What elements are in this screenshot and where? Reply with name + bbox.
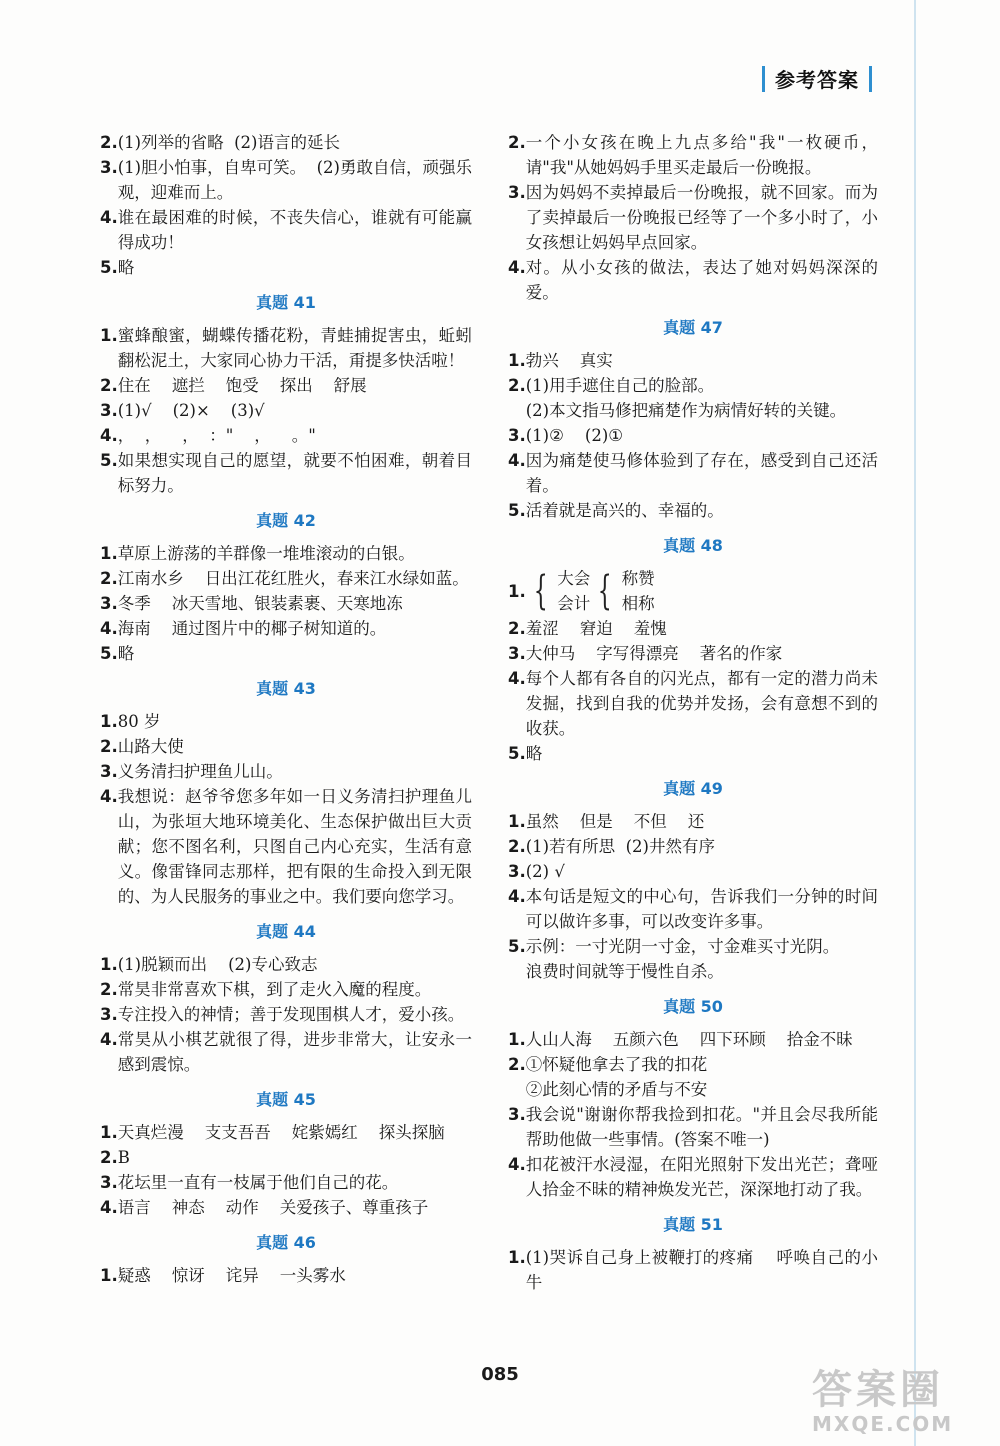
answer-item [100, 1120, 472, 1145]
page-number: 085 [481, 1364, 519, 1385]
header-title: 参考答案 [775, 68, 859, 92]
answer-item [100, 130, 472, 155]
brace-answer [508, 566, 878, 616]
section-title-47: 真题 47 [663, 318, 723, 337]
answer-item [508, 884, 878, 934]
section-47 [508, 348, 878, 523]
item-number: 3. [508, 1105, 526, 1124]
page-header [762, 64, 872, 93]
item-number: 2. [508, 837, 526, 856]
item-number: 4. [100, 1030, 118, 1049]
item-text: 羞涩 窘迫 羞愧 [525, 619, 667, 638]
right-column [508, 130, 878, 1295]
item-text: 大仲马 字写得漂亮 著名的作家 [525, 644, 783, 663]
brace-right-top: 称赞 [621, 569, 655, 588]
item-number: 1. [508, 351, 526, 370]
item-number: 2. [100, 569, 118, 588]
item-number: 5. [100, 258, 118, 277]
item-number: 2. [100, 737, 118, 756]
answer-item [100, 323, 472, 373]
left-column [100, 130, 472, 1288]
item-number: 1. [100, 1123, 118, 1142]
item-text: B [117, 1148, 130, 1167]
item-number: 3. [508, 644, 526, 663]
section-45 [100, 1120, 472, 1220]
section-42 [100, 541, 472, 666]
item-text: (1)胆小怕事，自卑可笑。 (2)勇敢自信，顽强乐观，迎难而上。 [117, 158, 472, 202]
item-number: 3. [100, 158, 118, 177]
answer-item [100, 448, 472, 498]
answer-item [508, 666, 878, 741]
answer-item [100, 591, 472, 616]
item-number: 5. [100, 644, 118, 663]
item-number: 4. [508, 451, 526, 470]
brace-left-bottom: 会计 [557, 594, 591, 613]
item-text: 扣花被汗水浸湿，在阳光照射下发出光芒；聋哑人拾金不昧的精神焕发光芒，深深地打动了我。 [525, 1155, 878, 1199]
item-text: ， ， ， ：" ， 。" [117, 426, 316, 445]
section-46 [100, 1263, 472, 1288]
answer-item [100, 205, 472, 255]
item-number: 3. [508, 862, 526, 881]
item-text: 海南 通过图片中的椰子树知道的。 [117, 619, 387, 638]
watermark-logo [812, 1368, 982, 1438]
item-text: 略 [117, 258, 135, 277]
item-number: 4. [100, 208, 118, 227]
section-title-49: 真题 49 [663, 779, 723, 798]
item-text: (2) √ [525, 862, 565, 881]
answer-item [508, 255, 878, 305]
page-edge-line [914, 0, 916, 1446]
answer-item [100, 641, 472, 666]
section-title-42: 真题 42 [256, 511, 316, 530]
item-number: 4. [100, 787, 118, 806]
answer-item [508, 741, 878, 766]
item-text: 常昊非常喜欢下棋，到了走火入魔的程度。 [117, 980, 432, 999]
item-text: (1)② (2)① [525, 426, 624, 445]
item-number: 1. [508, 1030, 526, 1049]
item-number: 5. [508, 501, 526, 520]
brace-left-words [557, 566, 590, 616]
item-number: 2. [508, 619, 526, 638]
answer-item [100, 784, 472, 909]
answer-item [508, 934, 878, 984]
section-51 [508, 1245, 878, 1295]
item-number: 1. [100, 955, 118, 974]
item-text: (1)脱颖而出 (2)专心致志 [117, 955, 318, 974]
item-number: 3. [100, 401, 118, 420]
item-text: 每个人都有各自的闪光点，都有一定的潜力尚未发掘，找到自我的优势并发扬，会有意想不到的收获。 [525, 669, 878, 738]
header-bar-left [762, 66, 765, 92]
item-text: 疑惑 惊讶 诧异 一头雾水 [117, 1266, 346, 1285]
item-number: 1. [508, 581, 526, 601]
item-text: 示例：一寸光阴一寸金，寸金难买寸光阴。 浪费时间就等于慢性自杀。 [525, 937, 840, 981]
answer-item [508, 859, 878, 884]
item-number: 4. [100, 426, 118, 445]
answer-item [508, 180, 878, 255]
answer-item [508, 616, 878, 641]
section-title-43: 真题 43 [256, 679, 316, 698]
item-number: 5. [508, 744, 526, 763]
item-text: 略 [525, 744, 543, 763]
answer-item [508, 1052, 878, 1102]
item-number: 4. [100, 619, 118, 638]
item-text: 因为痛楚使马修体验到了存在，感受到自己还活着。 [525, 451, 878, 495]
watermark-text: 答案圈 [812, 1367, 944, 1413]
section-41 [100, 323, 472, 498]
item-number: 1. [508, 812, 526, 831]
answer-item [508, 809, 878, 834]
answer-item [100, 566, 472, 591]
watermark-url: MXQE.COM [812, 1412, 954, 1436]
answer-item [100, 1027, 472, 1077]
item-number: 4. [100, 1198, 118, 1217]
answer-item [100, 1170, 472, 1195]
item-text: 对。从小女孩的做法，表达了她对妈妈深深的爱。 [525, 258, 878, 302]
item-number: 2. [508, 376, 526, 395]
item-text: 因为妈妈不卖掉最后一份晚报，就不回家。而为了卖掉最后一份晚报已经等了一个多小时了，小女孩想让妈妈早点回家。 [525, 183, 878, 252]
item-text: 人山人海 五颜六色 四下环顾 拾金不昧 [525, 1030, 853, 1049]
answer-item [100, 155, 472, 205]
item-text: 勃兴 真实 [525, 351, 613, 370]
brace-left-top: 大会 [557, 569, 591, 588]
item-number: 3. [100, 594, 118, 613]
section-50 [508, 1027, 878, 1202]
item-number: 4. [508, 669, 526, 688]
item-text: 江南水乡 日出江花红胜火，春来江水绿如蓝。 [117, 569, 469, 588]
left-top-group [100, 130, 472, 280]
item-number: 3. [508, 426, 526, 445]
item-number: 2. [100, 980, 118, 999]
answer-item [508, 1102, 878, 1152]
answer-item [100, 709, 472, 734]
item-text: 活着就是高兴的、幸福的。 [525, 501, 724, 520]
item-text: 80 岁 [117, 712, 161, 731]
answer-item [100, 977, 472, 1002]
section-title-44: 真题 44 [256, 922, 316, 941]
item-number: 4. [508, 887, 526, 906]
item-text: 我想说：赵爷爷您多年如一日义务清扫护理鱼儿山，为张垣大地环境美化、生态保护做出巨大贡献；您不图名利，只图自己内心充实，生活有意义。像雷锋同志那样，把有限的生命投入到无限的、为人民服务的事业之中。我们要向您学习。 [117, 787, 472, 906]
answer-item [100, 423, 472, 448]
item-number: 1. [100, 326, 118, 345]
item-number: 4. [508, 1155, 526, 1174]
item-text: (1)√ (2)× (3)√ [117, 401, 265, 420]
item-number: 2. [100, 376, 118, 395]
section-title-46: 真题 46 [256, 1233, 316, 1252]
item-text: 虽然 但是 不但 还 [525, 812, 705, 831]
answer-item [100, 541, 472, 566]
answer-item [508, 641, 878, 666]
item-text: (1)若有所思 (2)井然有序 [525, 837, 715, 856]
item-number: 3. [508, 183, 526, 202]
answer-item [508, 423, 878, 448]
item-number: 3. [100, 762, 118, 781]
item-number: 1. [100, 712, 118, 731]
item-number: 3. [100, 1173, 118, 1192]
item-text: 本句话是短文的中心句，告诉我们一分钟的时间可以做许多事，可以改变许多事。 [525, 887, 878, 931]
section-title-51: 真题 51 [663, 1215, 723, 1234]
section-49 [508, 809, 878, 984]
section-title-45: 真题 45 [256, 1090, 316, 1109]
section-title-50: 真题 50 [663, 997, 723, 1016]
item-text: 花坛里一直有一枝属于他们自己的花。 [117, 1173, 399, 1192]
answer-item [508, 834, 878, 859]
section-title-41: 真题 41 [256, 293, 316, 312]
answer-item [508, 1245, 878, 1295]
item-text: (1)哭诉自己身上被鞭打的疼痛 呼唤自己的小牛 [525, 1248, 878, 1292]
brace-right-words [622, 566, 655, 616]
brace-right-bottom: 相称 [621, 594, 655, 613]
answer-item [508, 1152, 878, 1202]
item-text: 如果想实现自己的愿望，就要不怕困难，朝着目标努力。 [117, 451, 472, 495]
item-number: 4. [508, 258, 526, 277]
item-number: 2. [508, 1055, 526, 1074]
answer-item [508, 130, 878, 180]
item-text: 一个小女孩在晚上九点多给"我"一枚硬币，请"我"从她妈妈手里买走最后一份晚报。 [525, 133, 878, 177]
answer-item [508, 373, 878, 423]
item-text: 专注投入的神情；善于发现围棋人才，爱小孩。 [117, 1005, 465, 1024]
item-number: 1. [100, 544, 118, 563]
brace-icon: { [597, 568, 612, 614]
item-text: 义务清扫护理鱼儿山。 [117, 762, 283, 781]
item-text: 我会说"谢谢你帮我捡到扣花。"并且会尽我所能帮助他做一些事情。(答案不唯一) [525, 1105, 878, 1149]
item-text: (1)用手遮住自己的脸部。 (2)本文指马修把痛楚作为病情好转的关键。 [525, 376, 847, 420]
answer-item [100, 373, 472, 398]
item-text: 山路大使 [117, 737, 184, 756]
item-text: ①怀疑他拿去了我的扣花 ②此刻心情的矛盾与不安 [525, 1055, 708, 1099]
brace-icon: { [533, 568, 548, 614]
item-text: (1)列举的省略 (2)语言的延长 [117, 133, 340, 152]
item-text: 冬季 冰天雪地、银装素裹、天寒地冻 [117, 594, 403, 613]
answer-item [508, 498, 878, 523]
answer-item [100, 1263, 472, 1288]
header-bar-right [869, 66, 872, 92]
answer-item [100, 759, 472, 784]
answer-item [100, 1145, 472, 1170]
item-number: 5. [508, 937, 526, 956]
answer-item [100, 616, 472, 641]
item-text: 天真烂漫 支支吾吾 姹紫嫣红 探头探脑 [117, 1123, 445, 1142]
answer-item [100, 398, 472, 423]
answer-item [508, 1027, 878, 1052]
section-48 [508, 616, 878, 766]
answer-item [508, 448, 878, 498]
answer-item [100, 1195, 472, 1220]
right-top-group [508, 130, 878, 305]
item-number: 1. [508, 1248, 526, 1267]
answer-item [100, 255, 472, 280]
item-text: 蜜蜂酿蜜，蝴蝶传播花粉，青蛙捕捉害虫，蚯蚓翻松泥土，大家同心协力干活，甭提多快活啦！ [117, 326, 472, 370]
answer-item [100, 1002, 472, 1027]
answer-item [100, 734, 472, 759]
item-text: 草原上游荡的羊群像一堆堆滚动的白银。 [117, 544, 415, 563]
item-number: 2. [508, 133, 526, 152]
answer-item [508, 348, 878, 373]
item-number: 2. [100, 1148, 118, 1167]
item-number: 5. [100, 451, 118, 470]
item-text: 住在 遮拦 饱受 探出 舒展 [117, 376, 367, 395]
item-text: 谁在最困难的时候，不丧失信心，谁就有可能赢得成功！ [117, 208, 472, 252]
item-number: 3. [100, 1005, 118, 1024]
answer-item [100, 952, 472, 977]
section-title-48: 真题 48 [663, 536, 723, 555]
item-text: 略 [117, 644, 135, 663]
item-number: 2. [100, 133, 118, 152]
item-text: 语言 神态 动作 关爱孩子、尊重孩子 [117, 1198, 429, 1217]
section-43 [100, 709, 472, 909]
item-number: 1. [100, 1266, 118, 1285]
section-44 [100, 952, 472, 1077]
item-text: 常昊从小棋艺就很了得，进步非常大，让安永一感到震惊。 [117, 1030, 472, 1074]
